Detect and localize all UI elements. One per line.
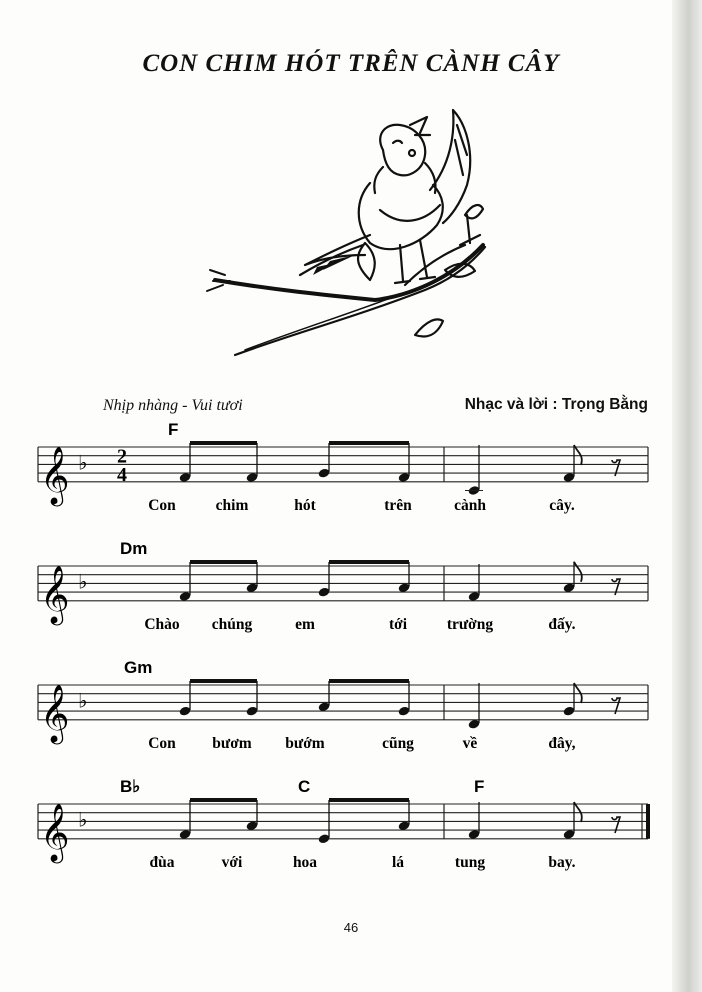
chord-symbol: Dm <box>120 539 148 558</box>
lyric-word: em <box>295 615 315 633</box>
lyric-word: lá <box>391 853 405 871</box>
lyric-word: hót <box>294 496 316 514</box>
lyric-word: đùa <box>149 853 175 871</box>
lyric-word: cành <box>454 496 486 514</box>
lyric-word: bướm <box>285 734 325 752</box>
note-flag <box>574 802 582 822</box>
chord-symbol: F <box>168 420 179 439</box>
chord-symbol: Gm <box>124 658 153 677</box>
treble-clef-icon: 𝄞 <box>40 564 70 623</box>
lyric-word: đấy. <box>548 615 576 633</box>
lyric-word: bươm <box>212 734 252 752</box>
flat-key-signature: ♭ <box>78 807 88 832</box>
lyric-word: chúng <box>211 615 253 633</box>
treble-clef-icon: 𝄞 <box>40 802 70 861</box>
tempo-marking: Nhịp nhàng - Vui tươi <box>103 397 243 414</box>
lyric-word: đây, <box>548 734 576 752</box>
chord-symbol: C <box>298 777 311 796</box>
lyric-word: trên <box>384 496 412 514</box>
flat-key-signature: ♭ <box>78 450 88 475</box>
treble-clef-icon: 𝄞 <box>40 683 70 742</box>
time-signature-bottom: 4 <box>117 463 127 486</box>
chord-symbol: B♭ <box>120 777 141 796</box>
time-signature-top: 2 <box>117 445 127 468</box>
lyric-word: Con <box>148 734 176 752</box>
lyric-word: về <box>462 734 478 752</box>
lyric-word: với <box>221 853 243 871</box>
treble-clef-icon: 𝄞 <box>40 445 70 504</box>
lyric-word: cũng <box>382 734 414 752</box>
note-flag <box>574 683 582 703</box>
chord-symbol: F <box>474 777 485 796</box>
note-flag <box>574 562 582 582</box>
note-flag <box>574 445 582 465</box>
lyric-word: Chào <box>144 615 180 633</box>
lyric-word: tung <box>454 853 486 871</box>
lyric-word: cây. <box>549 496 575 514</box>
lyric-word: tới <box>388 615 408 633</box>
page-number: 46 <box>343 920 359 935</box>
lyric-word: chim <box>215 496 249 514</box>
lyric-word: trường <box>446 615 494 633</box>
lyric-word: Con <box>148 496 176 514</box>
flat-key-signature: ♭ <box>78 569 88 594</box>
song-title: CON CHIM HÓT TRÊN CÀNH CÂY <box>142 50 560 77</box>
composer-credit: Nhạc và lời : Trọng Bằng <box>464 396 648 413</box>
flat-key-signature: ♭ <box>78 688 88 713</box>
lyric-word: bay. <box>548 853 576 871</box>
lyric-word: hoa <box>292 853 318 871</box>
